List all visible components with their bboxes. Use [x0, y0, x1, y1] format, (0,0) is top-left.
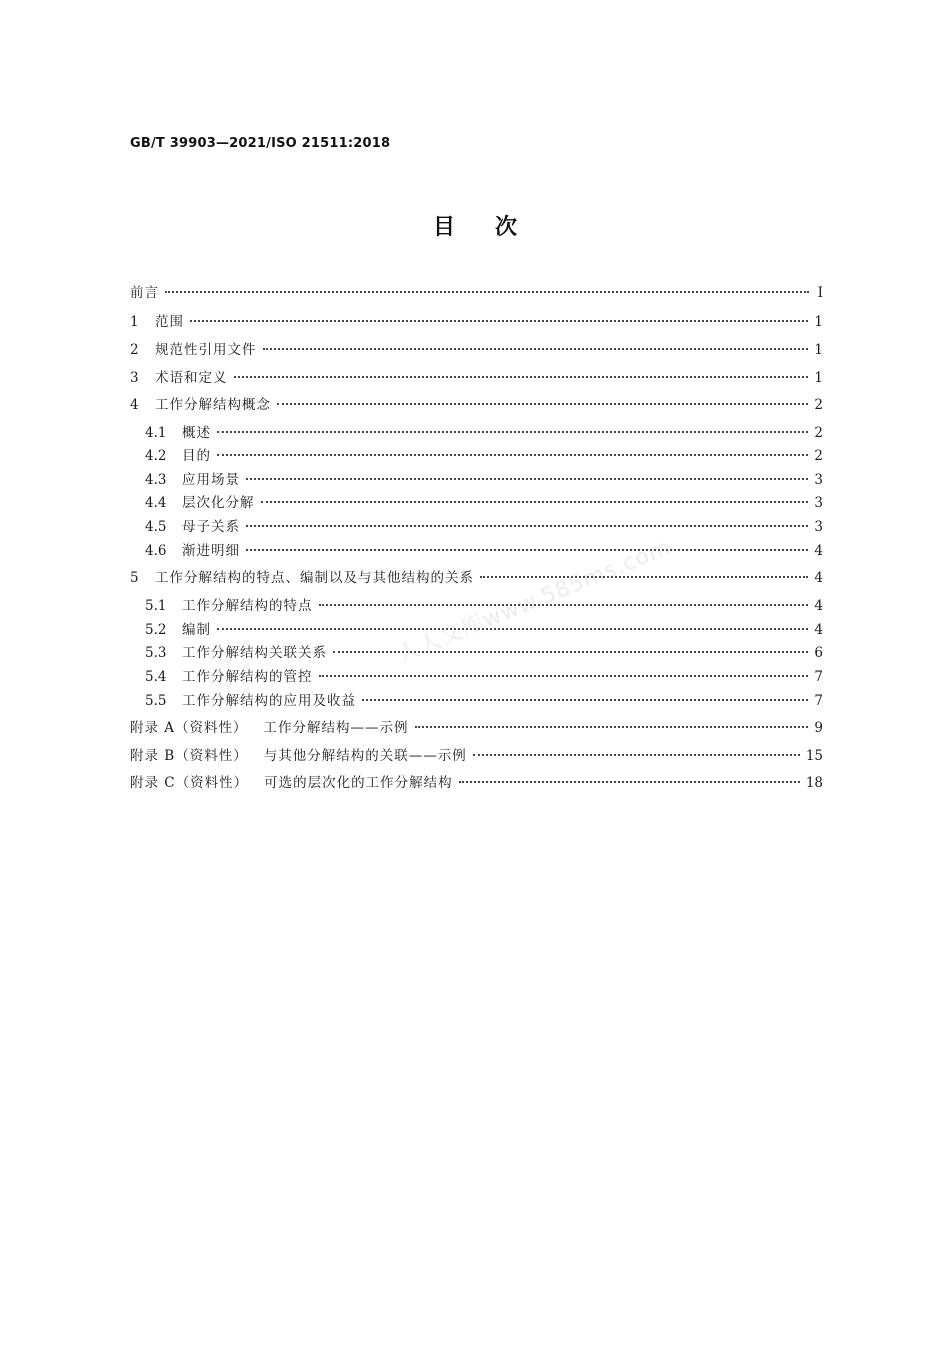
toc-entry[interactable] [130, 597, 823, 615]
toc-entry[interactable] [130, 569, 823, 587]
toc-entry-label: 工作分解结构的应用及收益 [182, 693, 356, 709]
toc-entry-number: 4.2 [145, 448, 167, 464]
toc-entry[interactable] [130, 668, 823, 686]
toc-entry-page: 7 [814, 669, 823, 685]
standard-code: GB/T 39903—2021/ISO 21511:2018 [130, 136, 391, 151]
toc-entry-label: 工作分解结构的特点、编制以及与其他结构的关系 [155, 570, 474, 586]
toc-entry-page: I [817, 285, 823, 301]
toc-entry[interactable] [130, 396, 823, 414]
dot-leader [319, 675, 809, 677]
toc-entry-label: 与其他分解结构的关联——示例 [263, 748, 467, 764]
dot-leader [362, 699, 808, 701]
toc-entry-label: 层次化分解 [182, 495, 255, 511]
toc-entry[interactable] [130, 692, 823, 710]
toc-entry-page: 7 [814, 693, 823, 709]
toc-entry-number: 附录 C（资料性） [130, 775, 249, 791]
toc-entry-label: 编制 [182, 622, 211, 638]
toc-entry[interactable] [130, 644, 823, 662]
toc-entry[interactable] [130, 471, 823, 489]
toc-entry[interactable] [130, 313, 823, 331]
toc-entry[interactable] [130, 542, 823, 560]
toc-entry-number: 5.5 [145, 693, 167, 709]
dot-leader [459, 781, 800, 783]
watermark: 人人文库www.585ms.com [393, 534, 675, 668]
toc-entry-number: 4 [130, 397, 139, 413]
toc-entry-page: 1 [814, 342, 823, 358]
toc-entry-page: 4 [814, 598, 823, 614]
toc-entry-label: 可选的层次化的工作分解结构 [264, 775, 453, 791]
toc-entry-number: 5.2 [145, 622, 167, 638]
toc-entry-page: 1 [814, 314, 823, 330]
toc-entry-number: 1 [130, 314, 139, 330]
dot-leader [246, 549, 808, 551]
toc-entry-number: 5.1 [145, 598, 167, 614]
toc-entry-number: 4.1 [145, 425, 167, 441]
toc-entry-number: 4.3 [145, 472, 167, 488]
toc-entry-page: 2 [814, 397, 823, 413]
toc-entry-number: 2 [130, 342, 139, 358]
toc-entry-page: 3 [814, 519, 823, 535]
toc-entry-label: 术语和定义 [155, 370, 228, 386]
toc-entry-label: 渐进明细 [182, 543, 240, 559]
toc-entry-number: 附录 B（资料性） [130, 748, 248, 764]
dot-leader [165, 291, 809, 293]
toc-entry[interactable] [130, 494, 823, 512]
dot-leader [217, 431, 808, 433]
dot-leader [319, 604, 809, 606]
toc-entry[interactable] [130, 284, 823, 302]
dot-leader [480, 576, 808, 578]
dot-leader [473, 754, 800, 756]
toc-entry-page: 1 [814, 370, 823, 386]
toc-entry[interactable] [130, 369, 823, 387]
toc-entry-number: 附录 A（资料性） [130, 720, 248, 736]
dot-leader [246, 478, 808, 480]
toc-entry-label: 工作分解结构的管控 [182, 669, 313, 685]
toc-entry-page: 2 [814, 448, 823, 464]
toc-entry[interactable] [130, 719, 823, 737]
toc-entry-label: 工作分解结构——示例 [263, 720, 409, 736]
dot-leader [190, 320, 808, 322]
toc-entry[interactable] [130, 424, 823, 442]
toc-entry-number: 4.4 [145, 495, 167, 511]
toc-entry-number: 5.3 [145, 645, 167, 661]
toc-entry-label: 前言 [130, 285, 159, 301]
toc-entry[interactable] [130, 621, 823, 639]
dot-leader [217, 454, 808, 456]
toc-entry-label: 范围 [155, 314, 184, 330]
toc-entry-label: 工作分解结构概念 [155, 397, 271, 413]
toc-entry-label: 应用场景 [182, 472, 240, 488]
toc-entry-number: 4.5 [145, 519, 167, 535]
toc-entry-page: 3 [814, 472, 823, 488]
page-title: 目次 [432, 215, 557, 240]
dot-leader [217, 628, 808, 630]
toc-entry-label: 目的 [182, 448, 211, 464]
dot-leader [246, 525, 808, 527]
toc-entry-label: 规范性引用文件 [155, 342, 257, 358]
dot-leader [263, 348, 809, 350]
toc-entry-page: 4 [814, 543, 823, 559]
toc-entry-label: 概述 [182, 425, 211, 441]
toc-entry[interactable] [130, 747, 823, 765]
toc-entry-page: 15 [805, 748, 823, 764]
toc-entry-number: 5 [130, 570, 139, 586]
toc-entry-page: 9 [814, 720, 823, 736]
toc-entry-page: 6 [814, 645, 823, 661]
toc-entry[interactable] [130, 774, 823, 792]
toc-entry-number: 5.4 [145, 669, 167, 685]
dot-leader [277, 403, 808, 405]
toc-entry[interactable] [130, 341, 823, 359]
toc-entry-label: 母子关系 [182, 519, 240, 535]
dot-leader [234, 376, 809, 378]
toc-entry-label: 工作分解结构的特点 [182, 598, 313, 614]
dot-leader [415, 726, 809, 728]
toc-entry-number: 4.6 [145, 543, 167, 559]
toc-entry[interactable] [130, 447, 823, 465]
toc-entry-number: 3 [130, 370, 139, 386]
toc-entry-page: 3 [814, 495, 823, 511]
toc-entry-page: 2 [814, 425, 823, 441]
dot-leader [261, 501, 809, 503]
toc-entry-page: 18 [805, 775, 823, 791]
toc-entry[interactable] [130, 518, 823, 536]
toc-entry-page: 4 [814, 570, 823, 586]
toc-entry-label: 工作分解结构关联关系 [182, 645, 327, 661]
dot-leader [333, 651, 808, 653]
toc-entry-page: 4 [814, 622, 823, 638]
